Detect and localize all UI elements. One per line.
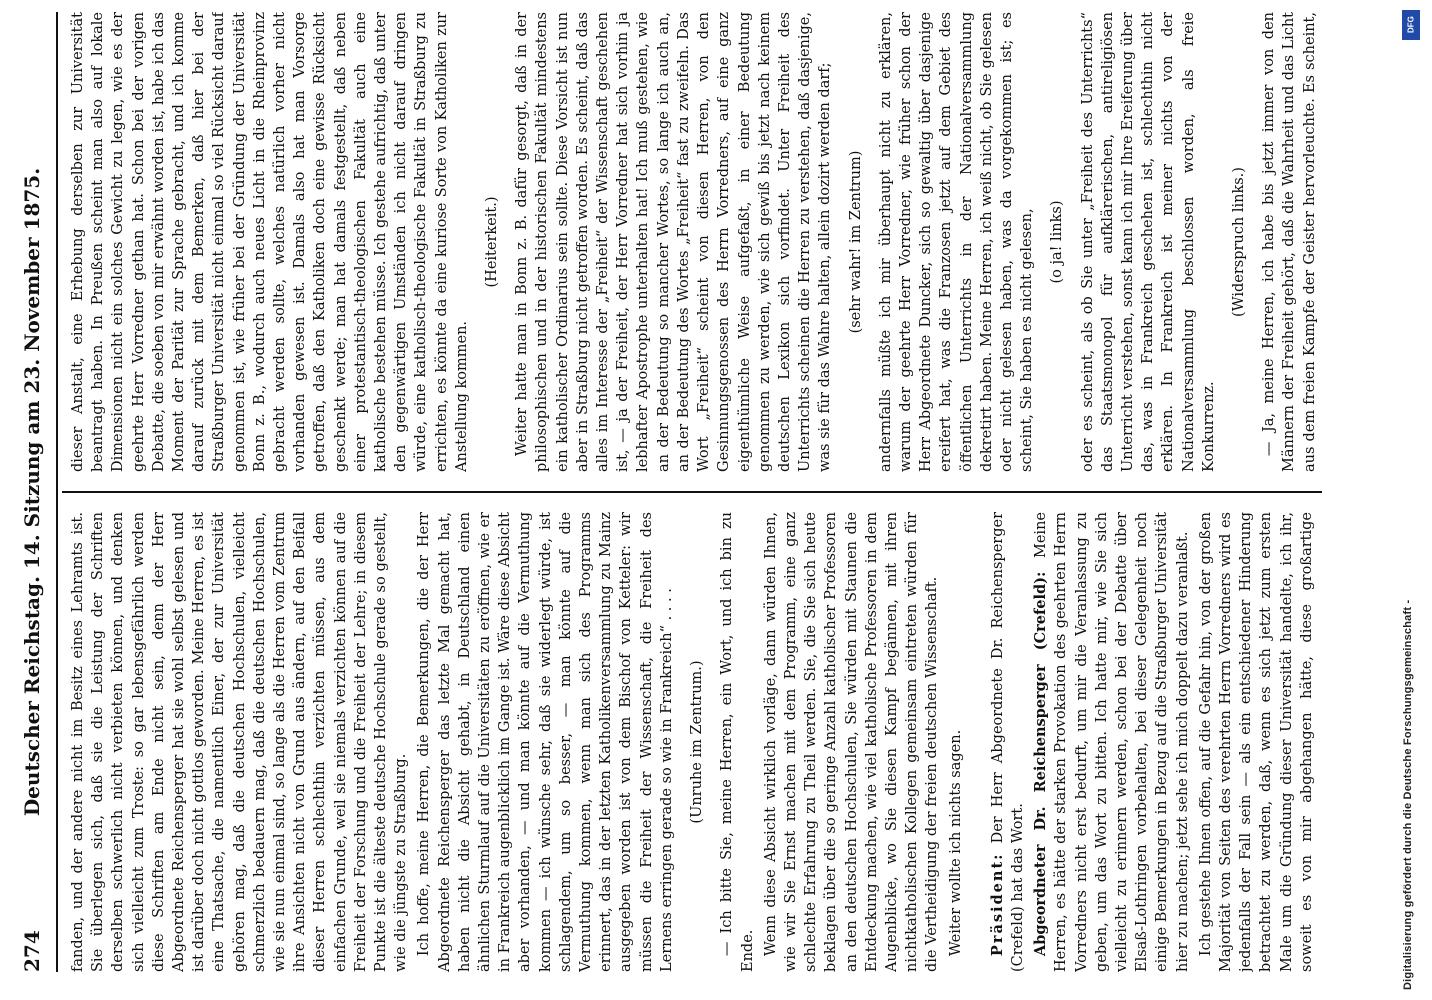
paragraph: fanden, und der andere nicht im Besitz eines Lehramts ist. Sie überlegen sich, daß sie die Leistung der Schriften derselben schwerlich nicht verbieten können, und denken sich vielleicht zum Troste: so gar lebensgefährlich werden diese Schriften am Ende nicht sein, denn der Herr Abgeordnete Reichensperger hat sie wohl selbst gelesen und ist darüber doch nicht gottlos geworden. Meine Herren, es ist eine Thatsache, die namentlich Einer, der zur Universität gehören mag, daß die deutschen Hochschulen, vielleicht schmerzlich bedauern mag, daß die deutschen Hochschulen, wie sie nun einmal sind, so lange als die Herren vom Zentrum ihre Ansichten nicht von Grund aus ändern, auf den Beifall dieser Herren schlechthin verzichten müssen, aus dem einfachen Grunde, weil sie niemals verzichten können auf die Freiheit der Forschung und die Freiheit der Lehre; in diesem Punkte ist die älteste deutsche Hochschule gerade so gestellt, wie die jüngste zu Straßburg. [70,512,410,972]
paragraph: — Ja, meine Herren, ich habe bis jetzt immer von den Männern der Freiheit gehört, daß die Wahrheit und das Licht aus dem freien Kampfe der Geister hervorleuchte. Es scheint, [1261,12,1318,472]
stage-direction: (o ja! links) [1049,200,1066,284]
paragraph: Ich hoffe, meine Herren, die Bemerkungen, die der Herr Abgeordnete Reichensperger das letzte Mal gemacht hat, haben nicht die Absicht gehabt, in Deutschland einen ähnlichen Sturmlauf auf die Universitäten zu eröffnen, wie er in Frankreich augenblicklich im Gange ist. Wäre diese Absicht aber vorhanden, — und man könnte auf die Vermuthung kommen — ich wünsche sehr, daß sie widerlegt würde, ist schlagendem, um so besser, — man könnte auf die Vermuthung kommen, wenn man sich des Programms erinnert, das in der letzten Katholikenversammlung zu Mainz ausgegeben worden ist von dem Bischof von Ketteler: wir müssen die Freiheit der Wissenschaft, die Freiheit des Lernens erringen gerade so wie in Frankreich“ . . . . [416,512,675,972]
stage-direction: (Widerspruch links.) [1230,167,1247,317]
right-column [68,12,1318,472]
left-column [68,512,1318,972]
header-rule [56,12,58,972]
stage-direction: (Heiterkeit.) [484,196,501,288]
paragraph: dieser Anstalt, eine Erhebung derselben zur Universität beantragt haben. In Preußen scheint man also auf lokale Dimensionen nicht ein solches Gewicht zu legen, wie es der geehrte Herr Vorredner gethan hat. Schon bei der vorigen Debatte, die soeben von mir erwähnt worden ist, habe ich das Moment der Parität zur Sprache gebracht, und ich komme darauf zurück mit dem Bemerken, daß hier bei der Straßburger Universität nicht einmal so viel Rücksicht darauf genommen ist, wie früher bei der Gründung der Universität Bonn z. B., wodurch auch neues Licht in die Rheinprovinz gebracht werden sollte, welches natürlich vorher nicht vorhanden gewesen ist. Damals also hat man Vorsorge getroffen, daß den Katholiken doch eine gewisse Rücksicht geschenkt werde; man hat damals festgestellt, daß neben einer protestantisch-theologischen Fakultät auch eine katholische bestehen müsse. Ich gestehe aufrichtig, daß unter den gegenwärtigen Umständen ich nicht darauf dringen würde, eine katholisch-theologische Fakultät in Straßburg zu errichten, es könnte da eine kuriose Sorte von Katholiken zur Anstellung kommen. [70,12,470,472]
digitization-note: Digitalisierung gefördert durch die Deutsche Forschungsgemeinschaft - [1402,599,1414,990]
paragraph: Weiter hatte man in Bonn z. B. dafür gesorgt, daß in der philosophischen und in der historischen Fakultät mindestens ein katholischer Ordinarius sein sollte. Diese Vorsicht ist nun aber in Straßburg nicht getroffen worden. Es scheint, daß das alles im Interesse der „Freiheit“ der Wissenschaft geschehen ist, — ja der Freiheit, der Herr Vorredner hat sich vorhin ja lebhafter Apostrophe unterhalten hat! Ich muß gestehen, wie an der Bedeutung so mancher Wortes, so lange ich auch an, an der Bedeutung des Wortes „Freiheit“ fast zu zweifeln. Das Wort „Freiheit“ scheint von diesen Herren, von den Gesinnungsgenossen des Herrn Vorredners, auf eine ganz eigenthümliche Weise aufgefaßt, in einer Bedeutung genommen zu werden, wie sich gewiß bis jetzt nach keinem deutschen Lexikon sich vorfindet. Unter Freiheit des Unterrichts scheinen die Herren zu verstehen, daß dasjenige, was sie für das Wahre halten, allein dozirt werden darf; [514,12,834,472]
dfg-logo: DFG [1402,10,1420,40]
page-title: Deutscher Reichstag. 14. Sitzung am 23. November 1875. [20,167,44,817]
speaker-paragraph [1031,512,1193,972]
president-paragraph [988,512,1028,972]
stage-direction: (sehr wahr! im Zentrum) [847,150,864,334]
paragraph-text: Der Herr Abgeordnete Dr. Reichensperger (Crefeld) hat das Wort. [989,512,1026,972]
paragraph: Weiter wollte ich nichts sagen. [947,729,964,957]
stage-direction: (Unruhe im Zentrum.) [689,660,706,824]
paragraph: — Ich bitte Sie, meine Herren, ein Wort, und ich bin zu Ende. [719,512,756,972]
rotated-page [12,12,1332,972]
column-divider [62,491,1322,493]
paragraph-text: Meine Herren, es hätte der starken Provokation des geehrten Herrn Vorredners nicht erst bedurft, um mir die Veranlassung zu geben, um das Wort zu bitten. Ich hatte mir, wie Sie sich vielleicht zu erinnern werden, schon bei der Debatte über Elsaß-Lothringen vorbehalten, bei dieser Gelegenheit noch einige Bemerkungen in Bezug auf die Straßburger Universität hier zu machen; jetzt sehe ich mich doppelt dazu veranlaßt. [1033,512,1191,972]
paragraph: Ich gestehe Ihnen offen, auf die Gefahr hin, von der großen Majorität von Seiten des verehrten Herrn Vorredners wird es jedenfalls der Fall sein — als ein entschiedener Hinderung betrachtet zu werden, daß, wenn es sich jetzt zum ersten Male um die Gründung dieser Universität handelte, ich ihr, soweit es von mir abgehangen hätte, diese großartige [1197,512,1315,972]
page-header [12,12,52,972]
paragraph: andernfalls müßte ich mir überhaupt nicht zu erklären, warum der geehrte Herr Vorredner, wie früher schon der Herr Abgeordnete Duncker, sich so gewaltig über dasjenige ereifert hat, was die Franzosen jetzt auf dem Gebiet des öffentlichen Unterrichts in der Nationalversammlung dekretirt haben. Meine Herren, ich weiß nicht, ob Sie gelesen oder nicht gelesen haben, was da vorgekommen ist; es scheint, Sie haben es nicht gelesen, [877,12,1036,472]
speaker-label: Abgeordneter Dr. Reichensperger (Crefeld): [1032,571,1050,957]
page-number: 274 [20,930,44,972]
paragraph: oder es scheint, als ob Sie unter „Freiheit des Unterrichts“ das Staatsmonopol für aufklärerischen, antireligiösen Unterricht verstehen, sonst kann ich mir Ihre Ereiferung über das, was in Frankreich geschehen ist, schlechthin nicht erklären. In Frankreich ist meiner nichts von der Nationalversammlung beschlossen worden, als freie Konkurrenz. [1079,12,1217,472]
speaker-label: Präsident: [988,852,1006,957]
paragraph: Wenn diese Absicht wirklich vorläge, dann würden Ihnen, wie wir Sie Ernst machen mit dem Programm, eine ganz schlechte Erfahrung zu Theil werden. Sie, die Sie sich heute beklagen über die so geringe Anzahl katholischer Professoren an den deutschen Hochschulen, Sie würden mit Staunen die Entdeckung machen, wie viel katholische Professoren in dem Augenblicke, wo Sie diesen Kampf begännen, mit ihren nichtkatholischen Kollegen gemeinsam eintreten würden für die Vertheidigung der freien deutschen Wissenschaft. [762,512,941,972]
